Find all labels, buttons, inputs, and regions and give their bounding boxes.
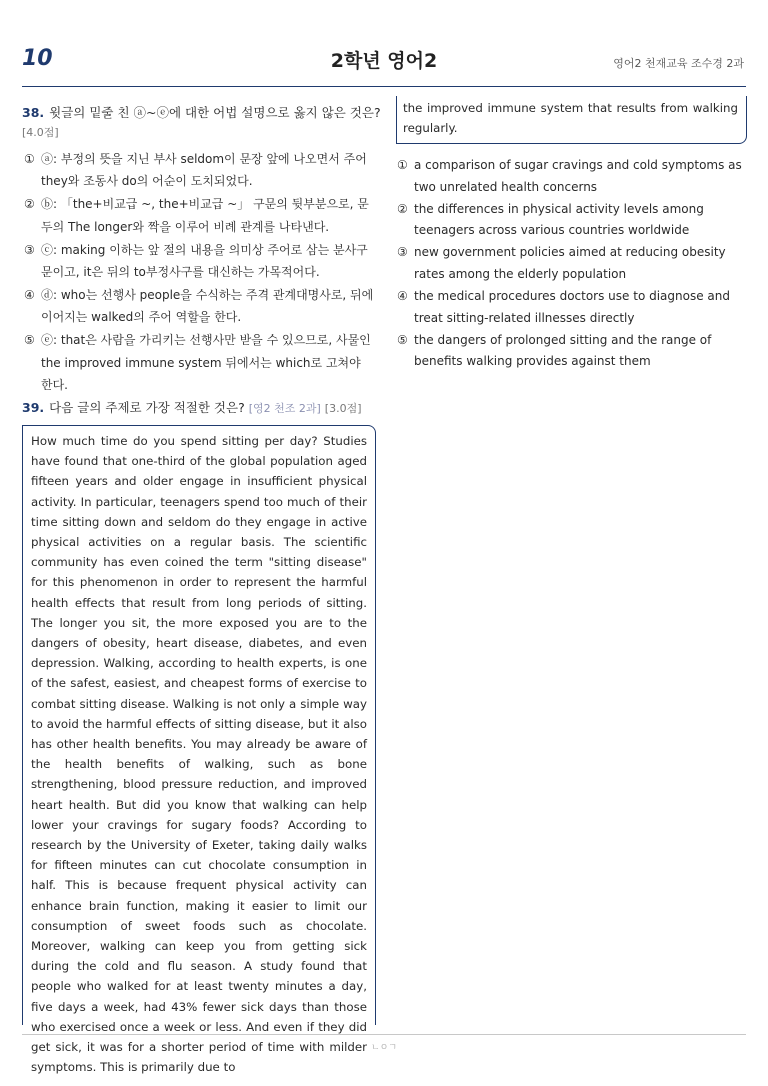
q38-option-4[interactable]: [24, 284, 374, 329]
page-number: 10: [22, 46, 53, 71]
option-text: a comparison of sugar cravings and cold symptoms as two unrelated health concerns: [414, 158, 742, 194]
q39-source: [영2 천조 2과]: [248, 402, 321, 415]
option-text: ⓓ: who는 선행사 people을 수식하는 주격 관계대명사로, 뒤에 이어지는 walked의 주어 역할을 한다.: [41, 287, 374, 325]
option-number: ②: [397, 201, 408, 216]
q39-header: [22, 398, 361, 416]
option-number: ⑤: [397, 332, 408, 347]
footer-divider: [22, 1034, 746, 1035]
q39-option-2[interactable]: [397, 199, 747, 242]
q39-option-3[interactable]: [397, 242, 747, 285]
option-text: the differences in physical activity levels among teenagers across various countries worldwide: [414, 201, 704, 238]
q38-question: 윗글의 밑줄 친 ⓐ~ⓔ에 대한 어법 설명으로 옳지 않은 것은?: [49, 105, 381, 120]
q39-number: 39.: [22, 400, 45, 415]
q39-option-5[interactable]: [397, 330, 747, 373]
q39-points: [3.0점]: [324, 402, 362, 415]
option-text: ⓒ: making 이하는 앞 절의 내용을 의미상 주어로 삼는 분사구문이고, it은 뒤의 to부정사구를 대신하는 가목적어다.: [41, 242, 368, 280]
option-number: ①: [24, 152, 35, 166]
option-text: new government policies aimed at reducing obesity rates among the elderly population: [414, 245, 726, 281]
option-text: the medical procedures doctors use to diagnose and treat sitting-related illnesses directly: [414, 289, 730, 325]
option-text: ⓔ: that은 사람을 가리키는 선행사만 받을 수 있으므로, 사물인 the improved immune system 뒤에서는 which로 고쳐야 한다.: [41, 333, 371, 393]
q39-options: [397, 155, 747, 373]
q38-points: [4.0점]: [22, 126, 59, 139]
option-text: the dangers of prolonged sitting and the range of benefits walking provides against them: [414, 332, 712, 369]
q39-option-4[interactable]: [397, 286, 747, 329]
option-text: ⓐ: 부정의 뜻을 지닌 부사 seldom이 문장 앞에 나오면서 주어 they와 조동사 do의 어순이 도치되었다.: [41, 152, 367, 189]
option-text: ⓑ: 「the+비교급 ~, the+비교급 ~」 구문의 뒷부분으로, 문두의 The longer와 짝을 이루어 비례 관계를 나타낸다.: [41, 197, 369, 234]
q39-passage: How much time do you spend sitting per day? Studies have found that one-third of the global population aged fifteen years and older engage in insufficient physical activity. In particular, teenagers spend too much of their time sitting down and seldom do they engage in active physical activities on a regular basis. The scientific community has even coined the term "sitting disease" for this phenomenon in order to represent the harmful health effects that result from long periods of sitting. The longer you sit, the more exposed you are to the dangers of obesity, heart disease, diabetes, and even depression. Walking, according to health experts, is one of the safest, easiest, and cheapest forms of exercise to combat sitting disease. Walking is not only a simple way to avoid the harmful effects of sitting disease, but it also has other health benefits. You may already be aware of the health benefits of walking, such as bone strengthening, blood pressure reduction, and improved heart health. But did you know that walking can help lower your cravings for sugary foods? According to research by the University of Exeter, taking daily walks for fifteen minutes can cut chocolate consumption in half. This is because frequent physical activity can enhance brain function, making it easier to limit our consumption of sweet foods such as chocolate. Moreover, walking can keep you from getting sick during the cold and flu season. A study found that people who walked for at least twenty minutes a day, five days a week, had 43% fewer sick days than those who exercised once a week or less. And even if they did get sick, it was for a shorter period of time with milder symptoms. This is primarily due to: [22, 425, 376, 1025]
option-number: ③: [397, 245, 408, 260]
q38-option-3[interactable]: [24, 239, 374, 284]
q38-option-1[interactable]: [24, 148, 374, 193]
option-number: ①: [397, 158, 408, 172]
q39-question: 다음 글의 주제로 가장 적절한 것은?: [49, 400, 245, 415]
q39-option-1[interactable]: [397, 155, 747, 198]
option-number: ⑤: [24, 333, 35, 348]
option-number: ②: [24, 197, 35, 212]
option-number: ④: [24, 287, 35, 302]
option-number: ④: [397, 289, 408, 304]
q38-number: 38.: [22, 105, 45, 120]
page-title: 2학년 영어2: [330, 50, 438, 72]
q38-header: [22, 103, 381, 121]
option-number: ③: [24, 242, 35, 257]
q38-option-5[interactable]: [24, 329, 374, 396]
header-divider: [22, 86, 746, 87]
q38-options: [24, 148, 374, 397]
q39-passage-continued: the improved immune system that results from walking regularly.: [396, 96, 747, 144]
q38-option-2[interactable]: [24, 193, 374, 238]
footer-mark: ㄴㅇㄱ: [370, 1043, 398, 1053]
page-subtitle: 영어2 천재교육 조수경 2과: [613, 57, 744, 70]
